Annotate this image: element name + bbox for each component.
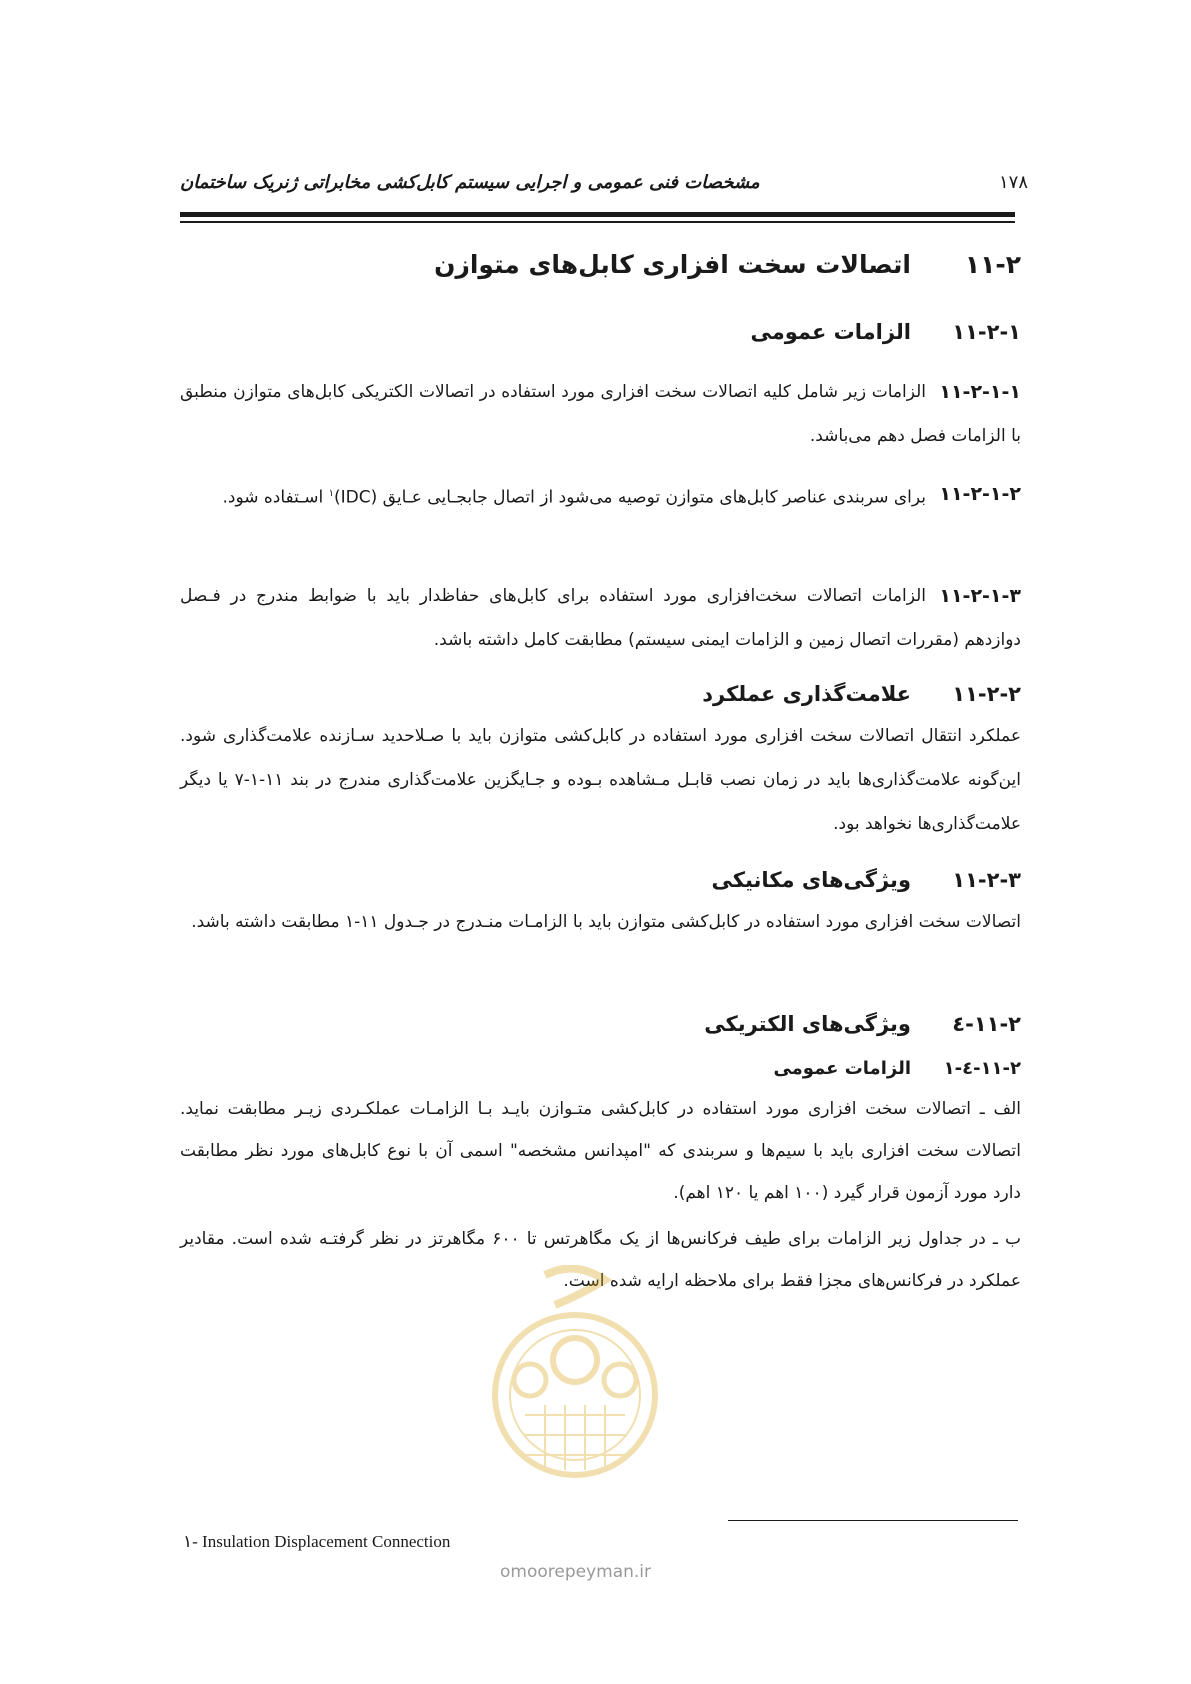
sub-subsection-number: ۱۱-۲-٤-۱: [943, 1058, 1021, 1079]
running-header-title: مشخصات فنی عمومی و اجرایی سیستم کابل‌کشی مخابراتی ژنریک ساختمان: [180, 172, 760, 193]
section-heading: [434, 250, 1021, 279]
clause-number: ۱۱-۲-۱-۱: [939, 381, 1021, 403]
clause-text-part: برای سربندی عناصر کابل‌های متوازن توصیه می‌شود از اتصال جابجـایی عـایق (IDC): [334, 487, 926, 508]
subsection-number: ۱۱-۲-۳: [952, 868, 1021, 892]
paragraph-text: عملکرد انتقال اتصالات سخت افزاری مورد استفاده در کابل‌کشی متوازن باید با صـلاحدید سـازنده علامت‌گذاری شود. این‌گونه علامت‌گذاری‌ها باید در زمان نصب قابـل مـشاهده بـوده و جـایگزین علامت‌گذاری مندرج در بند ۱۱-۱-۷ یا دیگر علامت‌گذاری‌ها نخواهد بود.: [180, 726, 1021, 834]
item-text: ب ـ در جداول زیر الزامات برای طیف فرکانس‌ها از یک مگاهرتس تا ۶۰۰ مگاهرتز در نظر گرفتـه شده است. مقادیر عملکرد در فرکانس‌های مجزا فقط برای ملاحظه ارایه شده است.: [180, 1229, 1021, 1291]
subsection-heading-mechanical: [712, 868, 1021, 892]
subsection-title: ویژگی‌های مکانیکی: [711, 868, 911, 892]
subsection-title: الزامات عمومی: [750, 320, 911, 344]
clause-text: الزامات زیر شامل کلیه اتصالات سخت افزاری مورد استفاده در اتصالات الکتریکی کابل‌های متوازن منطبق با الزامات فصل دهم می‌باشد.: [180, 382, 1021, 446]
item-text: الف ـ اتصالات سخت افزاری مورد استفاده در کابل‌کشی متـوازن بایـد بـا الزامـات عملکـردی زیـر مطابقت نماید. اتصالات سخت افزاری باید با سیم‌ها و سربندی که "امپدانس مشخصه" اسمی آن با نوع کابل‌های مورد نظر مطابقت دارد مورد آزمون قرار گیرد (۱۰۰ اهم یا ۱۲۰ اهم).: [180, 1099, 1021, 1203]
watermark-logo: [485, 1265, 665, 1495]
subsection-number: ۱۱-۲-٤: [952, 1012, 1021, 1036]
subsection-heading-marking: [702, 682, 1021, 706]
sub-subsection-heading: [773, 1058, 1021, 1079]
clause-11-2-1-3: [180, 574, 1021, 662]
subsection-title: علامت‌گذاری عملکرد: [702, 682, 911, 706]
item-a: [180, 1088, 1021, 1214]
subsection-heading-general: [751, 320, 1021, 344]
marking-paragraph: [180, 714, 1021, 846]
sub-subsection-title: الزامات عمومی: [773, 1058, 911, 1079]
footnote-ref: ۱: [328, 488, 335, 499]
header-rule-thin: [180, 221, 1015, 223]
clause-number: ۱۱-۲-۱-۳: [939, 585, 1021, 607]
clause-text-part: اسـتفاده شود.: [222, 487, 329, 508]
clause-number: ۱۱-۲-۱-۲: [939, 483, 1021, 505]
subsection-heading-electrical: [704, 1012, 1021, 1036]
mechanical-paragraph: [180, 900, 1021, 944]
paragraph-text: اتصالات سخت افزاری مورد استفاده در کابل‌کشی متوازن باید با الزامـات منـدرج در جـدول ۱۱-۱ مطابقت داشته باشد.: [191, 912, 1021, 932]
section-number: ۱۱-۲: [964, 250, 1021, 279]
clause-text: [180, 472, 1021, 520]
footnote: ۱- Insulation Displacement Connection: [183, 1532, 451, 1551]
watermark-url: omoorepeyman.ir: [500, 1562, 652, 1582]
clause-11-2-1-2: [180, 472, 1021, 520]
subsection-number: ۱۱-۲-۲: [952, 682, 1021, 706]
header-rule-thick: [180, 212, 1015, 217]
subsection-number: ۱۱-۲-۱: [952, 320, 1021, 344]
page-number: ۱۷۸: [998, 172, 1028, 193]
clause-text: الزامات اتصالات سخت‌افزاری مورد استفاده برای کابل‌های حفاظدار باید با ضوابط مندرج در فـصل دوازدهم (مقررات اتصال زمین و الزامات ایمنی سیستم) مطابقت کامل داشته باشد.: [180, 586, 1021, 650]
subsection-title: ویژگی‌های الکتریکی: [704, 1012, 911, 1036]
section-title: اتصالات سخت افزاری کابل‌های متوازن: [434, 250, 911, 279]
clause-11-2-1-1: [180, 370, 1021, 458]
footnote-rule: [728, 1520, 1018, 1521]
